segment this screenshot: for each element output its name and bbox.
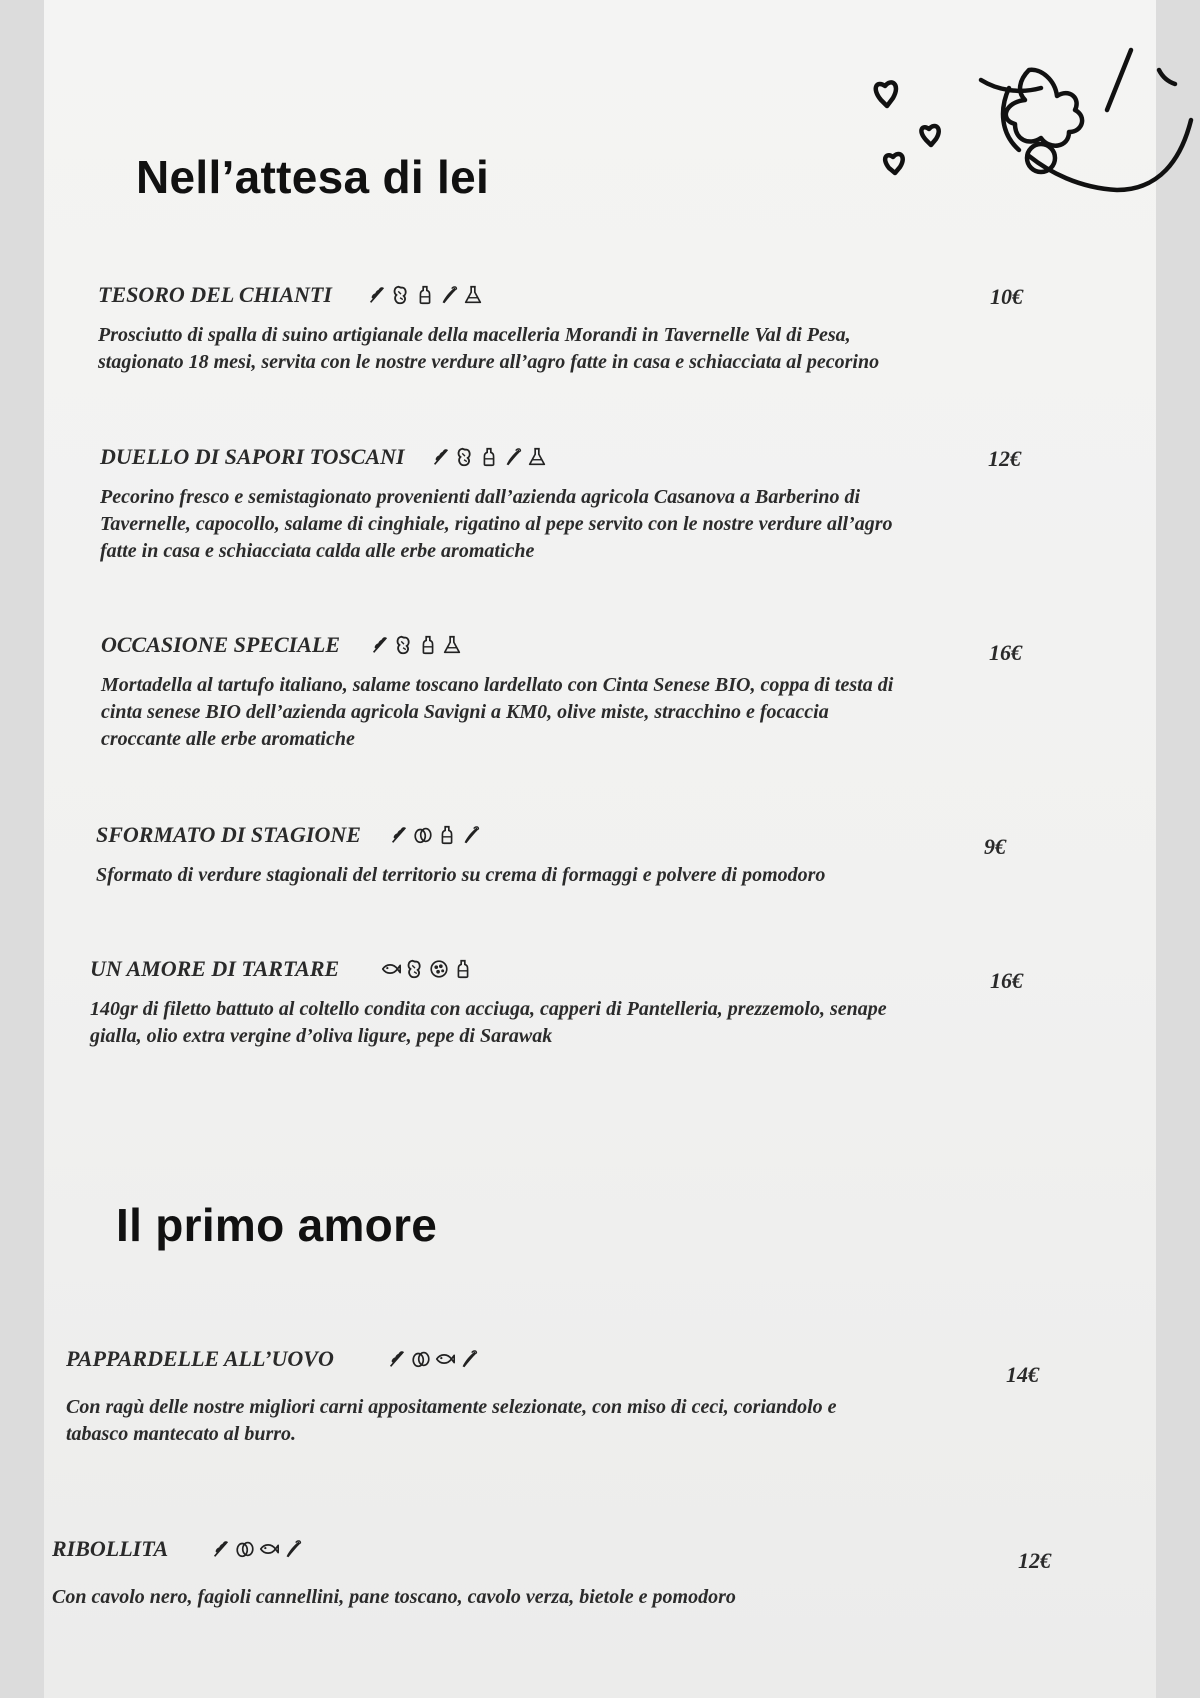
allergen-icons [386,1346,480,1372]
section-title-first-love: Il primo amore [116,1199,438,1251]
wheat-icon [210,1538,232,1560]
item-name: DUELLO DI SAPORI TOSCANI [100,444,405,469]
item-price: 10€ [990,284,1023,309]
item-price: 16€ [990,968,1023,993]
fish-icon [434,1348,456,1370]
menu-item-duello-di-sapori-toscani [100,444,1030,565]
item-price: 14€ [1006,1362,1039,1387]
bottle-icon [478,446,500,468]
section-title-waiting: Nell’attesa di lei [136,151,490,203]
flask-icon [462,284,484,306]
celery-icon [438,284,460,306]
celery-icon [458,1348,480,1370]
fish-icon [380,958,402,980]
egg-icon [412,824,434,846]
celery-icon [460,824,482,846]
menu-item-tesoro-del-chianti [98,282,1028,376]
bottle-icon [417,634,439,656]
bottle-icon [452,958,474,980]
peanut-icon [404,958,426,980]
menu-item-ribollita [52,1536,1051,1611]
item-price: 16€ [989,640,1022,665]
item-description: Mortadella al tartufo italiano, salame toscano lardellato con Cinta Senese BIO, coppa di testa di cinta senese BIO dell’azienda agricola Savigni a KM0, olive miste, stracchino e focaccia croccante alle erbe aromatiche [101,674,894,750]
peanut-icon [390,284,412,306]
bottle-icon [414,284,436,306]
wheat-icon [430,446,452,468]
item-description: Pecorino fresco e semistagionato provenienti dall’azienda agricola Casanova a Barberino di Tavernelle, capocollo, salame di cinghiale, rigatino al pepe servito con le nostre verdure all’agro fatte in casa e schiacciata calda alle erbe aromatiche [100,486,893,562]
bottle-icon [436,824,458,846]
egg-icon [234,1538,256,1560]
peanut-icon [393,634,415,656]
wheat-icon [386,1348,408,1370]
item-price: 12€ [1018,1548,1051,1573]
item-description: Con cavolo nero, fagioli cannellini, pane toscano, cavolo verza, bietole e pomodoro [52,1586,736,1608]
item-description: 140gr di filetto battuto al coltello condita con acciuga, capperi di Pantelleria, prezzemolo, senape gialla, olio extra vergine d’oliva ligure, pepe di Sarawak [90,998,887,1047]
item-name: PAPPARDELLE ALL’UOVO [66,1346,334,1371]
item-name: TESORO DEL CHIANTI [98,282,332,307]
egg-icon [410,1348,432,1370]
menu-page [44,0,1156,1698]
item-name: RIBOLLITA [52,1536,169,1561]
peanut-icon [454,446,476,468]
menu-item-un-amore-di-tartare [90,956,1023,1050]
menu-item-occasione-speciale [101,632,1031,753]
celery-icon [502,446,524,468]
item-description: Prosciutto di spalla di suino artigianale della macelleria Morandi in Tavernelle Val di Pesa, stagionato 18 mesi, servita con le nostre verdure all’agro fatte in casa e schiacciata al pecorino [98,324,880,373]
allergen-icons [366,282,484,308]
wheat-icon [388,824,410,846]
mustard-icon [428,958,450,980]
item-name: SFORMATO DI STAGIONE [96,822,361,847]
allergen-icons [388,822,482,848]
item-price: 9€ [984,834,1006,859]
item-description: Con ragù delle nostre migliori carni appositamente selezionate, con miso di ceci, coriandolo e tabasco mantecato al burro. [66,1396,837,1445]
allergen-icons [430,444,548,470]
allergen-icons [369,632,463,658]
flask-icon [526,446,548,468]
fish-icon [258,1538,280,1560]
allergen-icons [380,956,474,982]
item-price: 12€ [988,446,1021,471]
item-name: OCCASIONE SPECIALE [101,632,341,657]
allergen-icons [210,1536,304,1562]
flask-icon [441,634,463,656]
menu-item-sformato-di-stagione [96,822,1026,889]
cupid-doodle-icon [869,40,1200,220]
celery-icon [282,1538,304,1560]
item-name: UN AMORE DI TARTARE [90,956,340,981]
item-description: Sformato di verdure stagionali del territorio su crema di formaggi e polvere di pomodoro [96,864,826,886]
menu-item-pappardelle-alluovo [66,1346,1039,1448]
wheat-icon [369,634,391,656]
wheat-icon [366,284,388,306]
